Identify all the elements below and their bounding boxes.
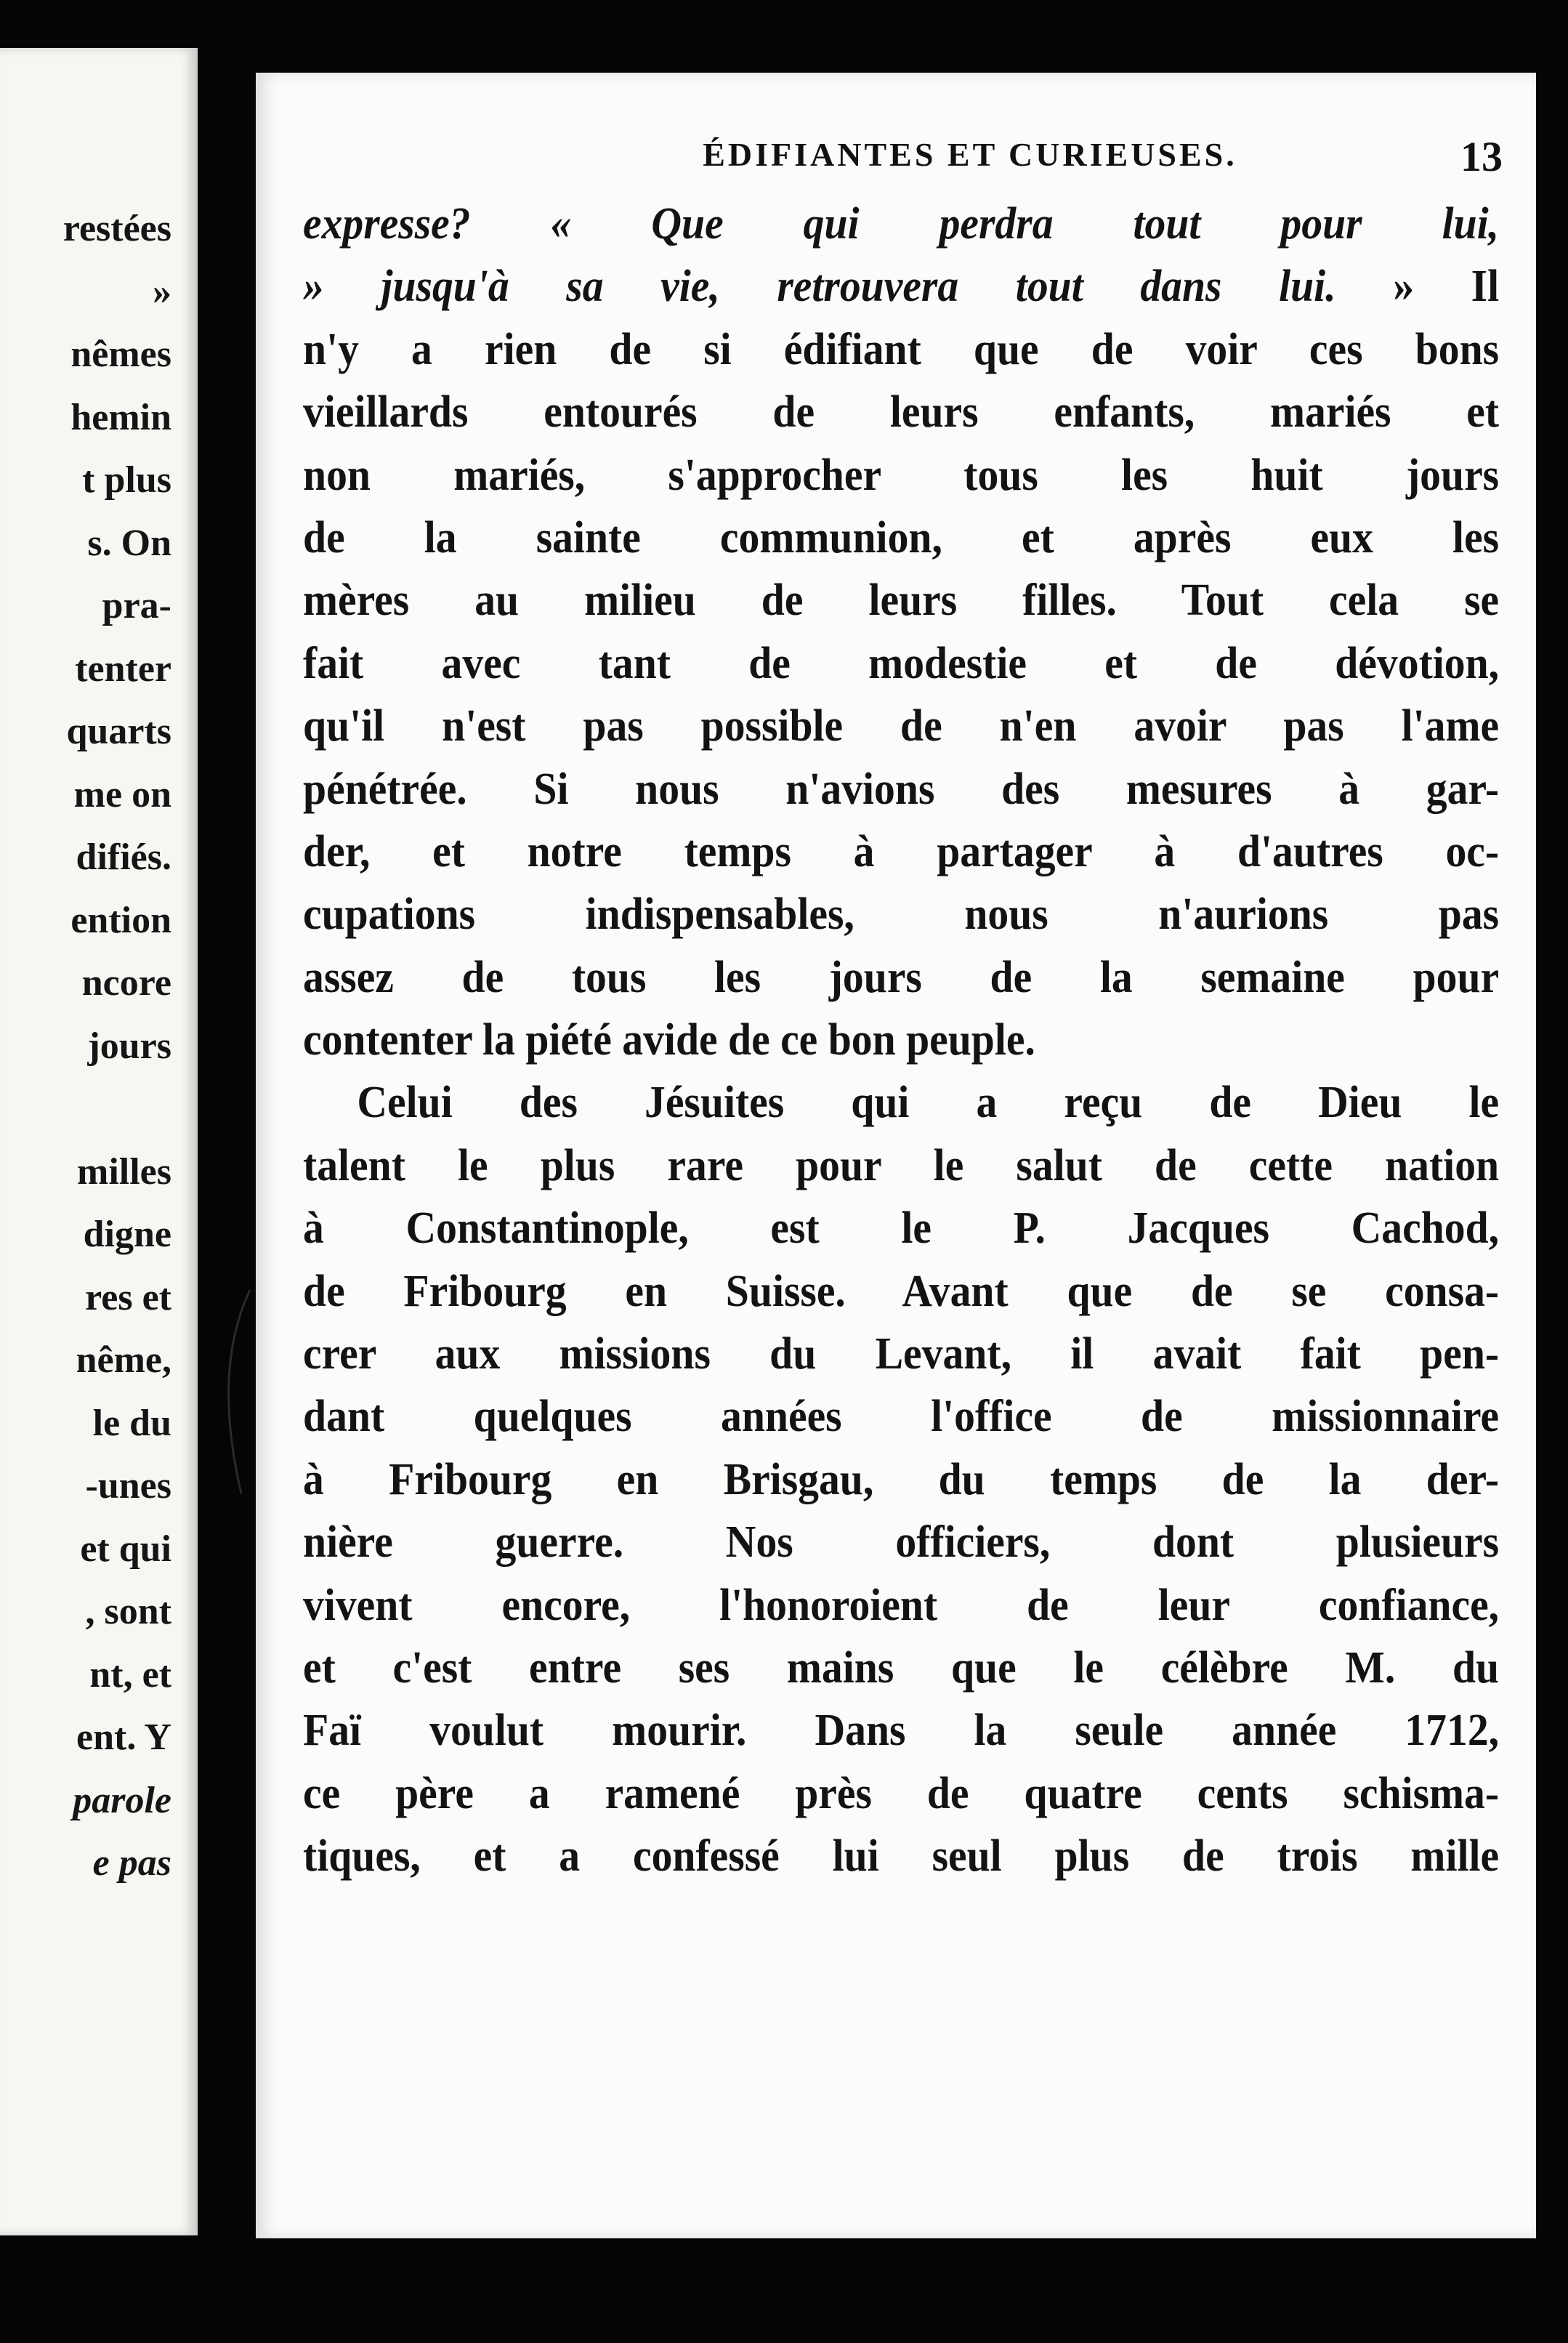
left-page-line: » — [153, 270, 171, 312]
text-line — [303, 820, 1499, 883]
text-line — [303, 1637, 1499, 1699]
text-segment: crer aux missions du Levant, il avait fait pen- — [303, 1329, 1500, 1379]
text-segment: » jusqu'à sa vie, retrouvera tout dans lui. — [303, 262, 1336, 312]
text-segment: der, et notre temps à partager à d'autres oc- — [303, 826, 1500, 876]
text-line — [303, 318, 1499, 381]
left-page-line: ent. Y — [76, 1717, 171, 1758]
text-segment: non mariés, s'approcher tous les huit jours — [303, 450, 1500, 500]
text-line — [303, 569, 1499, 632]
text-line — [303, 193, 1499, 255]
text-line — [303, 1009, 1499, 1071]
text-line — [303, 946, 1499, 1009]
text-line — [303, 883, 1499, 945]
text-line — [303, 1511, 1499, 1573]
page-number: 13 — [1460, 133, 1503, 180]
text-segment: de Fribourg en Suisse. Avant que de se consa- — [303, 1266, 1500, 1316]
left-page-line: et qui — [80, 1528, 171, 1570]
left-page-line: parole — [73, 1779, 171, 1821]
text-line — [303, 255, 1499, 318]
text-segment: contenter la piété avide de ce bon peuple. — [303, 1015, 1035, 1065]
text-segment: mères au milieu de leurs filles. Tout cela se — [303, 576, 1500, 626]
text-segment: de la sainte communion, et après eux les — [303, 512, 1500, 562]
text-segment: nière guerre. Nos officiers, dont plusieurs — [303, 1517, 1500, 1568]
left-page-line: quarts — [66, 711, 171, 752]
text-segment: » Il — [1335, 262, 1500, 312]
text-line — [303, 758, 1499, 820]
left-page-line: nêmes — [70, 334, 171, 375]
text-segment: talent le plus rare pour le salut de cette nation — [303, 1140, 1500, 1190]
text-line — [303, 1385, 1499, 1448]
left-page-line: digne — [83, 1214, 171, 1255]
left-page-line: pra- — [102, 585, 171, 626]
text-line — [303, 1197, 1499, 1259]
left-page-line: ncore — [81, 962, 171, 1004]
text-line — [303, 1260, 1499, 1323]
left-page-line: -unes — [85, 1465, 171, 1507]
text-segment: dant quelques années l'office de missionnaire — [303, 1392, 1500, 1442]
left-page-line: jours — [87, 1025, 171, 1067]
left-page-line: nt, et — [89, 1653, 171, 1695]
left-page-line: me on — [73, 773, 171, 815]
text-line — [303, 1448, 1499, 1511]
running-head — [256, 135, 1536, 193]
body-text — [303, 193, 1499, 1888]
left-page-line: res et — [85, 1276, 171, 1318]
right-page — [256, 73, 1536, 2238]
text-line — [303, 1323, 1499, 1385]
text-segment: vivent encore, l'honoroient de leur confiance, — [303, 1580, 1500, 1630]
left-page-line: ention — [70, 899, 171, 941]
text-line — [303, 1134, 1499, 1197]
left-page-line: t plus — [82, 459, 171, 501]
text-line — [303, 1699, 1499, 1762]
left-page-line: , sont — [85, 1591, 171, 1632]
left-page-line — [63, 1078, 171, 1141]
left-page-line: s. On — [87, 522, 171, 564]
text-line — [303, 444, 1499, 507]
text-segment: qu'il n'est pas possible de n'en avoir pas l'ame — [303, 701, 1500, 751]
text-line — [303, 1825, 1499, 1887]
text-line — [303, 1574, 1499, 1637]
left-page-line: e pas — [92, 1842, 171, 1884]
running-title: ÉDIFIANTES ET CURIEUSES. — [703, 136, 1237, 173]
left-page-line: restées — [62, 208, 171, 249]
text-line — [303, 695, 1499, 757]
text-segment: n'y a rien de si édifiant que de voir ces bons — [303, 324, 1500, 374]
text-segment: vieillards entourés de leurs enfants, mariés et — [303, 387, 1500, 437]
text-segment: et c'est entre ses mains que le célèbre M. du — [303, 1642, 1500, 1693]
left-page-line: hemin — [70, 396, 171, 438]
text-line — [303, 381, 1499, 443]
text-segment: ce père a ramené près de quatre cents schisma- — [303, 1768, 1500, 1818]
left-page-line: le du — [92, 1402, 171, 1444]
text-line — [303, 507, 1499, 569]
text-segment: expresse? « Que qui perdra tout pour lui, — [303, 199, 1500, 249]
text-segment: à Fribourg en Brisgau, du temps de la der- — [303, 1454, 1500, 1504]
text-segment: à Constantinople, est le P. Jacques Cachod, — [303, 1203, 1500, 1254]
left-page-line: nême, — [76, 1339, 171, 1381]
text-line — [303, 1762, 1499, 1825]
text-segment: cupations indispensables, nous n'aurions pas — [303, 890, 1500, 940]
text-segment: fait avec tant de modestie et de dévotion, — [303, 638, 1500, 688]
text-segment: assez de tous les jours de la semaine pour — [303, 952, 1500, 1002]
left-page-fragment — [0, 48, 198, 2235]
text-segment: Faï voulut mourir. Dans la seule année 1712, — [303, 1706, 1500, 1756]
left-page-line: difiés. — [76, 836, 171, 878]
text-line — [303, 1071, 1499, 1134]
gutter-shadow — [198, 1283, 256, 1501]
text-line — [303, 632, 1499, 695]
text-segment: Celui des Jésuites qui a reçu de Dieu le — [357, 1078, 1500, 1128]
text-segment: pénétrée. Si nous n'avions des mesures à gar- — [303, 764, 1500, 814]
left-page-line: tenter — [75, 648, 171, 690]
left-page-text — [63, 198, 171, 1895]
left-page-line: milles — [77, 1150, 171, 1193]
text-segment: tiques, et a confessé lui seul plus de trois mille — [303, 1831, 1500, 1882]
